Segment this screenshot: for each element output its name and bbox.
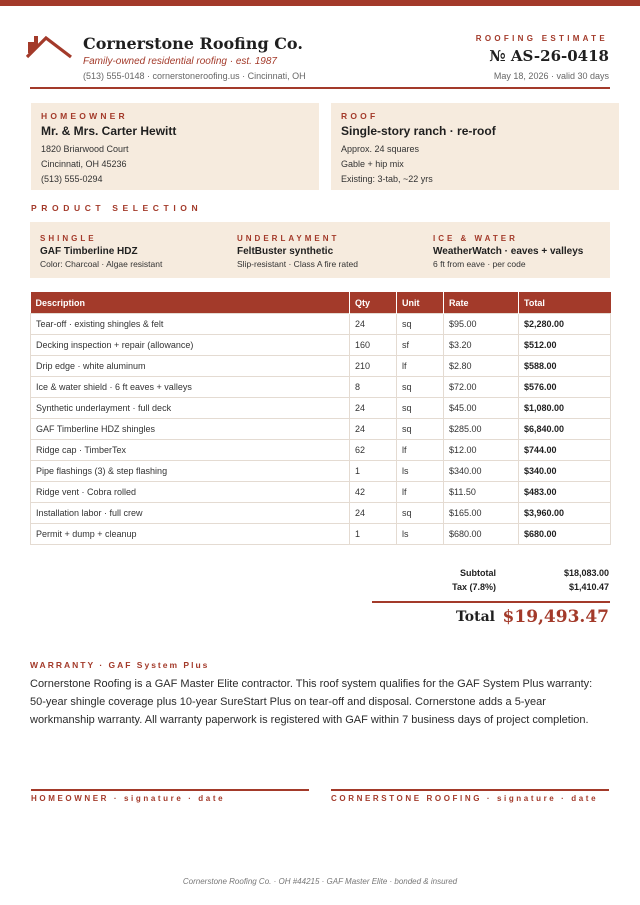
cell-qty: 24: [350, 503, 397, 524]
cell-qty: 42: [350, 482, 397, 503]
cell-unit: sq: [397, 419, 444, 440]
cell-description: Decking inspection + repair (allowance): [31, 335, 350, 356]
product-selection-label: PRODUCT SELECTION: [31, 203, 203, 213]
cell-rate: $72.00: [444, 377, 519, 398]
cell-description: GAF Timberline HDZ shingles: [31, 419, 350, 440]
tax-label: Tax (7.8%): [452, 582, 496, 592]
table-row: [31, 503, 611, 524]
contractor-signature-line[interactable]: [331, 789, 609, 791]
table-header-row: [31, 292, 611, 314]
total-value: $19,493.47: [502, 607, 609, 627]
cell-total: $576.00: [519, 377, 611, 398]
subtotal-label: Subtotal: [460, 568, 496, 578]
cell-total: $6,840.00: [519, 419, 611, 440]
total-divider: [372, 601, 610, 603]
product-detail: Color: Charcoal · Algae resistant: [40, 259, 163, 269]
cell-qty: 210: [350, 356, 397, 377]
line-items-table: [30, 292, 611, 545]
product-name: FeltBuster synthetic: [237, 246, 334, 257]
estimate-date: May 18, 2026 · valid 30 days: [493, 71, 609, 81]
cell-description: Synthetic underlayment · full deck: [31, 398, 350, 419]
cell-unit: ls: [397, 524, 444, 545]
table-row: [31, 440, 611, 461]
col-unit: Unit: [397, 292, 444, 314]
total-label: Total: [455, 609, 495, 625]
cell-total: $483.00: [519, 482, 611, 503]
col-qty: Qty: [350, 292, 397, 314]
table-row: [31, 314, 611, 335]
product-detail: Slip-resistant · Class A fire rated: [237, 259, 358, 269]
cell-qty: 160: [350, 335, 397, 356]
roof-card: [331, 103, 619, 190]
roof-label: ROOF: [341, 111, 379, 121]
cell-qty: 1: [350, 524, 397, 545]
cell-rate: $45.00: [444, 398, 519, 419]
cell-rate: $2.80: [444, 356, 519, 377]
cell-total: $3,960.00: [519, 503, 611, 524]
cell-unit: sq: [397, 503, 444, 524]
product-selection-card: [30, 222, 610, 278]
homeowner-card: [31, 103, 319, 190]
roof-title: Single-story ranch · re-roof: [341, 124, 496, 138]
cell-total: $588.00: [519, 356, 611, 377]
product-name: WeatherWatch · eaves + valleys: [433, 246, 584, 257]
product-label: ICE & WATER: [433, 234, 518, 243]
cell-description: Permit + dump + cleanup: [31, 524, 350, 545]
cell-unit: sq: [397, 377, 444, 398]
cell-description: Tear-off · existing shingles & felt: [31, 314, 350, 335]
warranty-text: Cornerstone Roofing is a GAF Master Elite contractor. This roof system qualifies for the GAF System Plus warranty: 50-year shingle coverage plus 10-year SureStart Plus on tear-off and disposal. Cornerstone adds a 5-year workmanship warranty. All warranty paperwork is registered with GAF within 7 business days of project completion.: [30, 678, 593, 726]
homeowner-name: Mr. & Mrs. Carter Hewitt: [41, 124, 177, 138]
cell-unit: lf: [397, 440, 444, 461]
cell-rate: $12.00: [444, 440, 519, 461]
product-name: GAF Timberline HDZ: [40, 246, 138, 257]
table-row: [31, 377, 611, 398]
cell-qty: 24: [350, 314, 397, 335]
product-label: SHINGLE: [40, 234, 97, 243]
cell-description: Installation labor · full crew: [31, 503, 350, 524]
cell-total: $1,080.00: [519, 398, 611, 419]
cell-description: Pipe flashings (3) & step flashing: [31, 461, 350, 482]
roof-shape: Gable + hip mix: [341, 159, 404, 169]
cell-total: $744.00: [519, 440, 611, 461]
cell-qty: 24: [350, 419, 397, 440]
cell-rate: $340.00: [444, 461, 519, 482]
product-label: UNDERLAYMENT: [237, 234, 340, 243]
homeowner-signature-line[interactable]: [31, 789, 309, 791]
homeowner-signature-label: HOMEOWNER · signature · date: [31, 794, 226, 803]
cell-rate: $680.00: [444, 524, 519, 545]
roof-existing: Existing: 3-tab, ~22 yrs: [341, 174, 433, 184]
col-description: Description: [31, 292, 350, 314]
estimate-number: № AS-26-0418: [489, 47, 609, 65]
cell-total: $680.00: [519, 524, 611, 545]
table-row: [31, 398, 611, 419]
homeowner-label: HOMEOWNER: [41, 111, 128, 121]
cell-description: Ridge vent · Cobra rolled: [31, 482, 350, 503]
col-rate: Rate: [444, 292, 519, 314]
cell-unit: lf: [397, 356, 444, 377]
cell-qty: 62: [350, 440, 397, 461]
table-row: [31, 335, 611, 356]
estimate-label: ROOFING ESTIMATE: [475, 34, 608, 43]
cell-total: $2,280.00: [519, 314, 611, 335]
cell-total: $340.00: [519, 461, 611, 482]
header-divider: [30, 87, 610, 89]
homeowner-city: Cincinnati, OH 45236: [41, 159, 127, 169]
col-total: Total: [519, 292, 611, 314]
cell-total: $512.00: [519, 335, 611, 356]
cell-unit: lf: [397, 482, 444, 503]
homeowner-address: 1820 Briarwood Court: [41, 144, 129, 154]
cell-rate: $11.50: [444, 482, 519, 503]
company-tagline: Family-owned residential roofing · est. 1987: [83, 56, 277, 67]
company-name: Cornerstone Roofing Co.: [83, 34, 303, 53]
footer: Cornerstone Roofing Co. · OH #44215 · GAF Master Elite · bonded & insured: [182, 877, 458, 886]
cell-unit: ls: [397, 461, 444, 482]
table-row: [31, 461, 611, 482]
cell-rate: $3.20: [444, 335, 519, 356]
company-contact: (513) 555-0148 · cornerstoneroofing.us · Cincinnati, OH: [83, 71, 306, 81]
cell-rate: $285.00: [444, 419, 519, 440]
cell-rate: $165.00: [444, 503, 519, 524]
cell-qty: 8: [350, 377, 397, 398]
cell-description: Ridge cap · TimberTex: [31, 440, 350, 461]
product-detail: 6 ft from eave · per code: [433, 259, 526, 269]
cell-description: Drip edge · white aluminum: [31, 356, 350, 377]
cell-unit: sq: [397, 398, 444, 419]
cell-unit: sq: [397, 314, 444, 335]
top-accent-bar: [0, 0, 640, 6]
cell-description: Ice & water shield · 6 ft eaves + valleys: [31, 377, 350, 398]
homeowner-phone: (513) 555-0294: [41, 174, 103, 184]
contractor-signature-label: CORNERSTONE ROOFING · signature · date: [331, 794, 599, 803]
table-row: [31, 356, 611, 377]
cell-qty: 1: [350, 461, 397, 482]
cell-unit: sf: [397, 335, 444, 356]
table-row: [31, 419, 611, 440]
cell-qty: 24: [350, 398, 397, 419]
roof-size: Approx. 24 squares: [341, 144, 420, 154]
cell-rate: $95.00: [444, 314, 519, 335]
table-row: [31, 482, 611, 503]
roof-logo-icon: [26, 33, 74, 59]
subtotal-value: $18,083.00: [563, 568, 609, 578]
warranty-heading: WARRANTY · GAF System Plus: [30, 660, 210, 670]
tax-value: $1,410.47: [568, 582, 609, 592]
table-row: [31, 524, 611, 545]
